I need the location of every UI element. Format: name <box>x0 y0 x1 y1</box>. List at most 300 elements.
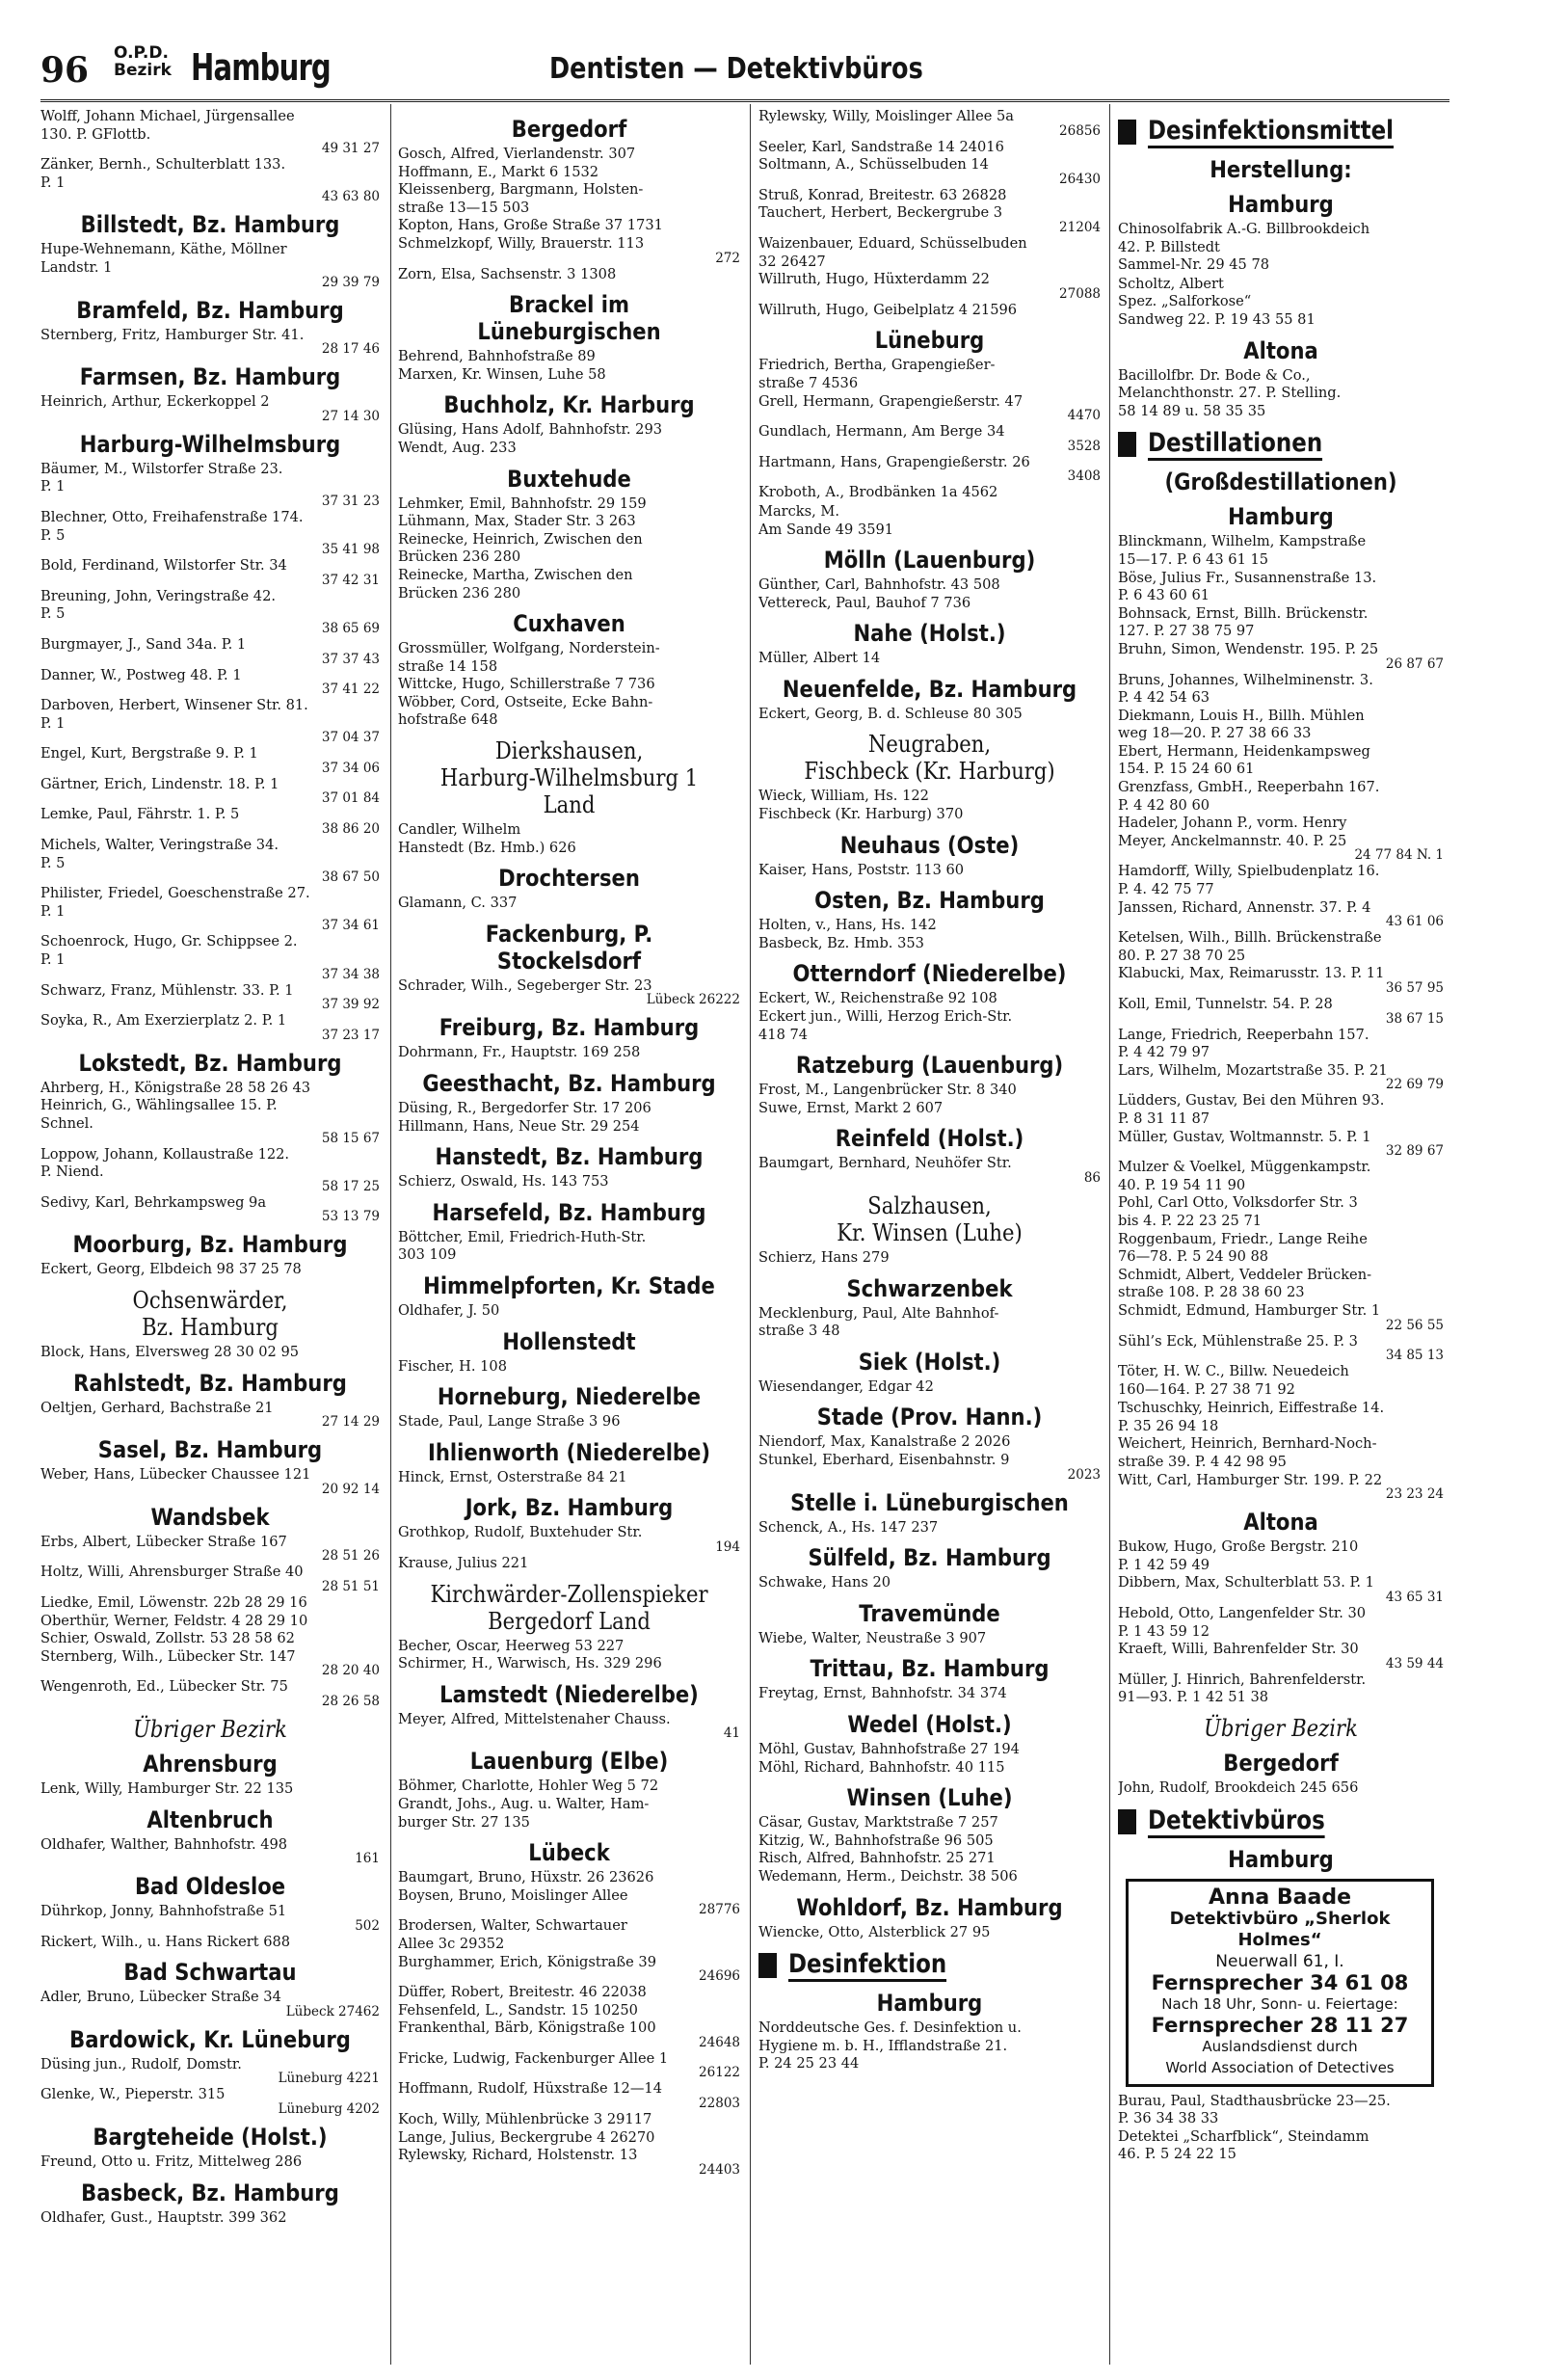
listing-entry <box>40 837 380 884</box>
entry-text: Burau, Paul, Stadthausbrücke 23—25. P. 36 34 38 33 Detektei „Scharfblick“, Steindamm 46. P. 5 24 22 15 <box>1118 2092 1391 2163</box>
place-heading: Horneburg, Niederelbe <box>437 1383 702 1411</box>
entry-phone: Lübeck 26222 <box>646 992 740 1008</box>
listing-entry <box>40 1780 380 1799</box>
entry-phone: 43 59 44 <box>1385 1655 1444 1671</box>
listing-entry <box>398 2080 740 2110</box>
listing-entry <box>398 1358 740 1377</box>
entry-text: Lange, Friedrich, Reeperbahn 157. P. 4 42 79 97 Lars, Wilhelm, Mozartstraße 35. P. 21 <box>1118 1026 1388 1079</box>
place-heading: Brackel im Lüneburgischen <box>477 291 661 346</box>
entry-phone: 41 <box>723 1725 740 1742</box>
entry-text: Düsing jun., Rudolf, Domstr. <box>40 2055 242 2072</box>
category-marker-icon <box>1118 432 1136 457</box>
entry-phone: 27 14 29 <box>321 1414 380 1431</box>
entry-phone: 43 61 06 <box>1385 914 1444 930</box>
entry-text: Friedrich, Bertha, Grapengießer- straße 7 4536 Grell, Hermann, Grapengießerstr. 47 <box>758 357 1024 410</box>
entry-text: Düsing, R., Bergedorfer Str. 17 206 Hillmann, Hans, Neue Str. 29 254 <box>398 1100 651 1135</box>
listing-entry <box>40 1012 380 1042</box>
place-heading: Wandsbek <box>150 1503 270 1531</box>
entry-phone: Lüneburg 4221 <box>278 2071 380 2087</box>
place-heading: Trittau, Bz. Hamburg <box>810 1655 1050 1683</box>
place-heading: Sasel, Bz. Hamburg <box>97 1436 323 1464</box>
listing-entry <box>40 1594 380 1677</box>
listing-entry <box>40 393 380 423</box>
entry-text: Ahrberg, H., Königstraße 28 58 26 43 Heinrich, G., Wählingsallee 15. P. Schnel. <box>40 1079 311 1132</box>
entry-text: Wengenroth, Ed., Lübecker Str. 75 <box>40 1678 288 1696</box>
entry-phone: 26122 <box>699 2065 740 2081</box>
listing-entry <box>1118 1092 1444 1158</box>
listing-entry <box>398 1044 740 1062</box>
entry-text: Grothkop, Rudolf, Buxtehuder Str. <box>398 1524 643 1541</box>
place-heading: Bardowick, Kr. Lüneburg <box>69 2025 351 2053</box>
place-heading: Reinfeld (Holst.) <box>835 1125 1024 1153</box>
listing-entry <box>40 1344 380 1362</box>
entry-text: Zänker, Bernh., Schulterblatt 133. P. 1 <box>40 156 286 191</box>
entry-phone: 28 51 51 <box>321 1578 380 1594</box>
listing-entry <box>40 1400 380 1430</box>
entry-text: Struß, Konrad, Breitestr. 63 26828 Tauchert, Herbert, Beckergrube 3 <box>758 186 1007 222</box>
listing-entry <box>758 423 1101 453</box>
region-label <box>114 44 172 79</box>
entry-phone: 37 23 17 <box>321 1027 380 1043</box>
category-marker-icon <box>758 1953 777 1978</box>
entry-text: Waizenbauer, Eduard, Schüsselbuden 32 26427 Willruth, Hugo, Hüxterdamm 22 <box>758 234 1027 288</box>
entry-text: Behrend, Bahnhofstraße 89 Marxen, Kr. Winsen, Luhe 58 <box>398 348 606 383</box>
entry-text: Dührkop, Jonny, Bahnhofstraße 51 <box>40 1903 287 1920</box>
place-heading: Fackenburg, P. Stockelsdorf <box>485 920 653 975</box>
entry-text: Becher, Oscar, Heerweg 53 227 Schirmer, H., Warwisch, Hs. 329 296 <box>398 1637 662 1672</box>
entry-text: Brodersen, Walter, Schwartauer Allee 3c 29352 Burghammer, Erich, Königstraße 39 <box>398 1917 656 1970</box>
listing-entry <box>758 788 1101 823</box>
entry-text: Möhl, Gustav, Bahnhofstraße 27 194 Möhl, Richard, Bahnhofstr. 40 115 <box>758 1740 1020 1776</box>
entry-text: Lenk, Willy, Hamburger Str. 22 135 <box>40 1779 294 1797</box>
place-heading: Harburg-Wilhelmsburg <box>79 430 341 458</box>
page-number: 96 <box>40 50 90 91</box>
entry-phone: 43 65 31 <box>1385 1590 1444 1606</box>
entry-phone: 4470 <box>1067 408 1101 424</box>
entry-phone: 24 77 84 N. 1 <box>1354 847 1444 864</box>
listing-entry <box>398 1302 740 1321</box>
listing-entry <box>40 806 380 836</box>
listing-entry <box>398 1555 740 1573</box>
listing-entry <box>40 667 380 697</box>
entry-text: Zorn, Elsa, Sachsenstr. 3 1308 <box>398 265 617 282</box>
entry-phone: 20 92 14 <box>321 1481 380 1497</box>
entry-text: Hoffmann, Rudolf, Hüxstraße 12—14 <box>398 2080 662 2098</box>
place-heading: Basbeck, Bz. Hamburg <box>81 2179 339 2206</box>
column-divider <box>1109 104 1110 2365</box>
place-heading: Winsen (Luhe) <box>846 1784 1013 1812</box>
listing-entry <box>758 1155 1101 1185</box>
place-heading: Altenbruch <box>146 1805 274 1833</box>
place-heading: Farmsen, Bz. Hamburg <box>79 363 341 391</box>
entry-text: Bäumer, M., Wilstorfer Straße 23. P. 1 <box>40 460 283 495</box>
listing-entry <box>398 640 740 730</box>
entry-text: Adler, Bruno, Lübecker Straße 34 <box>40 1989 281 2006</box>
place-heading: Bad Schwartau <box>123 1959 297 1987</box>
entry-text: Ketelsen, Wilh., Billh. Brückenstraße 80. P. 27 38 70 25 Klabucki, Max, Reimarusstr. 13. P. 11 <box>1118 929 1385 982</box>
listing-entry <box>398 1100 740 1136</box>
place-heading: Otterndorf (Niederelbe) <box>792 960 1067 988</box>
listing-entry <box>758 862 1101 880</box>
entry-text: Bacillolfbr. Dr. Bode & Co., Melanchthonstr. 27. P. Stelling. 58 14 89 u. 58 35 35 <box>1118 366 1342 419</box>
listing-entry <box>1118 533 1444 670</box>
place-heading: Stade (Prov. Hann.) <box>816 1404 1043 1431</box>
entry-text: Gärtner, Erich, Lindenstr. 18. P. 1 <box>40 775 279 792</box>
listing-entry <box>40 241 380 288</box>
entry-text: Koll, Emil, Tunnelstr. 54. P. 28 <box>1118 996 1333 1012</box>
entry-text: Baumgart, Bernhard, Neuhöfer Str. <box>758 1155 1012 1172</box>
section-heading: Übriger Bezirk <box>1204 1715 1358 1742</box>
entry-text: Freund, Otto u. Fritz, Mittelweg 286 <box>40 2153 303 2171</box>
place-heading: Stelle i. Lüneburgischen <box>790 1488 1069 1516</box>
listing-entry <box>40 557 380 587</box>
entry-text: John, Rudolf, Brookdeich 245 656 <box>1118 1779 1359 1796</box>
entry-text: Schierz, Hans 279 <box>758 1249 890 1266</box>
listing-entry <box>40 697 380 744</box>
listing-entry <box>40 1989 380 2019</box>
entry-text: Düffer, Robert, Breitestr. 46 22038 Fehsenfeld, L., Sandstr. 15 10250 Frankenthal, Bärb, Königstraße 100 <box>398 1984 656 2037</box>
listing-entry <box>1118 1400 1444 1501</box>
place-heading: Lokstedt, Bz. Hamburg <box>78 1049 342 1077</box>
place-heading: Schwarzenbek <box>846 1274 1013 1302</box>
entry-phone: 37 04 37 <box>321 730 380 746</box>
listing-entry <box>758 2019 1101 2073</box>
entry-text: Müller, Albert 14 <box>758 650 881 667</box>
listing-entry <box>40 1678 380 1708</box>
entry-phone: 3528 <box>1067 438 1101 454</box>
listing-entry <box>398 977 740 1007</box>
entry-phone: 28 17 46 <box>321 341 380 358</box>
place-heading: Buxtehude <box>507 465 631 493</box>
listing-entry <box>758 357 1101 422</box>
listing-entry <box>1118 1779 1444 1798</box>
entry-text: Töter, H. W. C., Billw. Neuedeich 160—164. P. 27 38 71 92 <box>1118 1363 1349 1398</box>
place-heading: Bad Oldesloe <box>134 1873 286 1901</box>
listing-entry <box>398 1173 740 1191</box>
entry-text: Kroboth, A., Brodbänken 1a 4562 <box>758 484 998 501</box>
listing-entry <box>758 484 1101 502</box>
entry-text: Soyka, R., Am Exerzierplatz 2. P. 1 <box>40 1012 287 1030</box>
entry-text: Eckert, Georg, B. d. Schleuse 80 305 <box>758 705 1023 722</box>
listing-entry <box>398 1469 740 1487</box>
place-heading: Rahlstedt, Bz. Hamburg <box>73 1369 347 1397</box>
entry-text: Oldhafer, Walther, Bahnhofstr. 498 <box>40 1835 288 1853</box>
entry-text: Hebold, Otto, Langenfelder Str. 30 P. 1 43 59 12 Kraeft, Willi, Bahrenfelder Str. 30 <box>1118 1605 1367 1658</box>
entry-phone: 37 37 43 <box>321 651 380 667</box>
entry-phone: 53 13 79 <box>321 1209 380 1225</box>
category-heading <box>1118 428 1444 461</box>
listing-entry <box>40 108 380 155</box>
entry-text: Candler, Wilhelm Hanstedt (Bz. Hmb.) 626 <box>398 821 576 856</box>
listing-entry <box>1118 1538 1444 1604</box>
entry-phone: 21204 <box>1059 219 1101 235</box>
entry-phone: 194 <box>715 1538 740 1555</box>
place-heading: Billstedt, Bz. Hamburg <box>80 211 340 239</box>
listing-entry <box>40 461 380 508</box>
entry-phone: 27 14 30 <box>321 408 380 424</box>
entry-text: Michels, Walter, Veringstraße 34. P. 5 <box>40 837 279 871</box>
entry-text: Schrader, Wilh., Segeberger Str. 23 <box>398 976 652 994</box>
place-heading: Lamstedt (Niederelbe) <box>439 1680 699 1708</box>
entry-text: Blechner, Otto, Freihafenstraße 174. P. 5 <box>40 508 304 544</box>
listing-entry <box>1118 929 1444 995</box>
listing-entry <box>398 1638 740 1673</box>
listing-entry <box>40 327 380 357</box>
place-heading: Bergedorf <box>511 116 627 143</box>
place-heading: Mölln (Lauenburg) <box>823 547 1036 575</box>
place-heading: (Großdestillationen) <box>1164 468 1397 496</box>
entry-text: Seeler, Karl, Sandstraße 14 24016 Soltmann, A., Schüsselbuden 14 <box>758 138 1004 174</box>
listing-entry <box>1118 367 1444 421</box>
advertisement-line: Auslandsdienst durch <box>1202 2037 1358 2055</box>
place-heading: Lauenburg (Elbe) <box>469 1748 669 1776</box>
entry-text: Oldhafer, J. 50 <box>398 1302 500 1319</box>
place-heading: Kirchwärder-Zollenspieker Bergedorf Land <box>430 1580 708 1635</box>
listing-entry <box>40 1934 380 1952</box>
entry-phone: 36 57 95 <box>1385 980 1444 996</box>
listing-entry <box>398 1869 740 1916</box>
place-heading: Bargteheide (Holst.) <box>93 2124 328 2152</box>
place-heading: Ochsenwärder, Bz. Hamburg <box>132 1286 288 1341</box>
listing-entry <box>398 421 740 457</box>
entry-phone: 3408 <box>1067 468 1101 485</box>
category-heading <box>1118 1805 1444 1838</box>
entry-text: Holtz, Willi, Ahrensburger Straße 40 <box>40 1564 304 1581</box>
entry-text: Philister, Friedel, Goeschenstraße 27. P. 1 <box>40 885 310 920</box>
entry-phone: 22 56 55 <box>1385 1317 1444 1333</box>
listing-entry <box>40 933 380 980</box>
entry-text: Schwake, Hans 20 <box>758 1574 891 1591</box>
page-title: Dentisten — Detektivbüros <box>549 52 923 86</box>
listing-entry <box>758 1574 1101 1592</box>
entry-text: Oldhafer, Gust., Hauptstr. 399 362 <box>40 2208 287 2226</box>
listing-entry <box>398 1778 740 1832</box>
entry-text: Böttcher, Emil, Friedrich-Huth-Str. 303 109 <box>398 1228 647 1264</box>
entry-text: Wiesendanger, Edgar 42 <box>758 1377 934 1395</box>
entry-text: Eckert, W., Reichenstraße 92 108 Eckert jun., Willi, Herzog Erich-Str. 418 74 <box>758 990 1013 1043</box>
entry-phone: 37 42 31 <box>321 572 380 588</box>
entry-phone: 43 63 80 <box>321 189 380 205</box>
listing-entry <box>758 187 1101 234</box>
listing-entry <box>398 2050 740 2080</box>
place-heading: Moorburg, Bz. Hamburg <box>72 1231 348 1259</box>
listing-entry <box>1118 1605 1444 1671</box>
entry-phone: 37 01 84 <box>321 790 380 807</box>
place-heading: Altona <box>1243 1509 1318 1537</box>
entry-phone: 37 39 92 <box>321 997 380 1013</box>
header-city: Hamburg <box>191 46 331 89</box>
column-3 <box>758 108 1101 2364</box>
listing-entry <box>398 821 740 857</box>
listing-entry <box>398 1524 740 1554</box>
place-heading: Ratzeburg (Lauenburg) <box>795 1052 1064 1080</box>
entry-text: Fricke, Ludwig, Fackenburger Allee 1 <box>398 2049 669 2067</box>
entry-text: Tschuschky, Heinrich, Eiffestraße 14. P. 35 26 94 18 Weichert, Heinrich, Bernhard-Noch- straße 39. P. 4 42 98 95 Witt, Carl, Hamburger Str. 199. P. 22 <box>1118 1400 1385 1488</box>
entry-phone: 24403 <box>699 2161 740 2178</box>
entry-text: Chinosolfabrik A.-G. Billbrookdeich 42. P. Billstedt Sammel-Nr. 29 45 78 <box>1118 221 1370 274</box>
entry-phone: 22 69 79 <box>1385 1077 1444 1093</box>
place-heading: Wedel (Holst.) <box>847 1710 1012 1738</box>
column-divider <box>390 104 391 2365</box>
listing-entry <box>398 895 740 913</box>
entry-text: Danner, W., Postweg 48. P. 1 <box>40 666 242 683</box>
listing-entry <box>758 1433 1101 1481</box>
entry-text: Holten, v., Hans, Hs. 142 Basbeck, Bz. Hmb. 353 <box>758 917 937 951</box>
listing-entry <box>1118 1363 1444 1399</box>
place-heading: Hanstedt, Bz. Hamburg <box>435 1143 704 1171</box>
listing-entry <box>758 1519 1101 1538</box>
category-marker-icon <box>1118 1809 1136 1834</box>
entry-phone: 28 20 40 <box>321 1663 380 1679</box>
entry-text: Erbs, Albert, Lübecker Straße 167 <box>40 1533 287 1550</box>
entry-text: Darboven, Herbert, Winsener Str. 81. P. 1 <box>40 697 308 732</box>
entry-text: Stade, Paul, Lange Straße 3 96 <box>398 1413 621 1431</box>
entry-phone: 24648 <box>699 2034 740 2050</box>
entry-text: Scholtz, Albert Spez. „Salforkose“ Sandweg 22. P. 19 43 55 81 <box>1118 275 1316 328</box>
listing-entry <box>1118 672 1444 863</box>
page-header <box>40 42 1444 98</box>
entry-text: Rylewsky, Willy, Moislinger Allee 5a <box>758 108 1015 124</box>
advertisement-line: Fernsprecher 34 61 08 <box>1151 1970 1409 1994</box>
place-heading: Cuxhaven <box>513 610 625 638</box>
listing-entry <box>40 1194 380 1224</box>
entry-text: Hinck, Ernst, Osterstraße 84 21 <box>398 1468 627 1485</box>
listing-entry <box>40 885 380 932</box>
entry-text: Engel, Kurt, Bergstraße 9. P. 1 <box>40 745 258 762</box>
listing-entry <box>40 1903 380 1933</box>
entry-text: Glenke, W., Pieperstr. 315 <box>40 2086 226 2103</box>
entry-text: Bruns, Johannes, Wilhelminenstr. 3. P. 4 42 54 63 Diekmann, Louis H., Billh. Mühlen weg 18—20. P. 27 38 66 33 Ebert, Hermann, Heidenkampsweg 154. P. 15 24 60 61 Grenzfass, GmbH., Reeperbahn 167. P. 4 42 80 60 Hadeler, Johann P., vorm. Henry Meyer, Anckelmannstr. 40. P. 25 <box>1118 671 1380 849</box>
listing-entry <box>40 1466 380 1496</box>
listing-entry <box>40 2153 380 2172</box>
entry-text: Wolff, Johann Michael, Jürgensallee 130. P. GFlottb. <box>40 108 295 143</box>
place-heading: Ahrensburg <box>143 1750 278 1778</box>
entry-text: Sternberg, Fritz, Hamburger Str. 41. <box>40 326 305 343</box>
listing-entry <box>40 156 380 203</box>
entry-text: Rickert, Wilh., u. Hans Rickert 688 <box>40 1933 291 1950</box>
entry-text: Böhmer, Charlotte, Hohler Weg 5 72 Grandt, Johs., Aug. u. Walter, Ham- burger Str. 27 135 <box>398 1778 659 1831</box>
entry-text: Meyer, Alfred, Mittelstenaher Chauss. <box>398 1710 671 1727</box>
column-2 <box>398 108 740 2364</box>
entry-text: Wiencke, Otto, Alsterblick 27 95 <box>758 1923 991 1940</box>
entry-phone: Lübeck 27462 <box>285 2003 380 2019</box>
category-title: Desinfektionsmittel <box>1148 116 1394 148</box>
place-heading: Bramfeld, Bz. Hamburg <box>76 296 344 324</box>
place-heading: Lübeck <box>528 1839 610 1867</box>
listing-entry <box>758 139 1101 186</box>
place-heading: Neuhaus (Oste) <box>839 831 1020 859</box>
entry-phone: 22803 <box>699 2096 740 2112</box>
entry-text: Cäsar, Gustav, Marktstraße 7 257 Kitzig, W., Bahnhofstraße 96 505 Risch, Alfred, Bahnhofstr. 25 271 Wedemann, Herm., Deichstr. 38 506 <box>758 1814 1018 1885</box>
entry-text: Schoenrock, Hugo, Gr. Schippsee 2. P. 1 <box>40 933 298 969</box>
entry-text: Frost, M., Langenbrücker Str. 8 340 Suwe, Ernst, Markt 2 607 <box>758 1082 1017 1116</box>
entry-text: Blinckmann, Wilhelm, Kampstraße 15—17. P. 6 43 61 15 Böse, Julius Fr., Susannenstraße 13. P. 6 43 60 61 Bohnsack, Ernst, Billh. Brückenstr. 127. P. 27 38 75 97 Bruhn, Simon, Wendenstr. 195. P. 25 <box>1118 533 1379 657</box>
bezirk-label: Bezirk <box>114 61 172 80</box>
category-title: Desinfektion <box>788 1949 946 1982</box>
place-heading: Bergedorf <box>1223 1750 1339 1777</box>
entry-phone: 37 34 06 <box>321 760 380 776</box>
entry-text: Block, Hans, Elversweg 28 30 02 95 <box>40 1343 300 1360</box>
listing-entry <box>1118 1159 1444 1331</box>
entry-text: Hupe-Wehnemann, Käthe, Möllner Landstr. 1 <box>40 241 287 276</box>
entry-phone: 38 67 15 <box>1385 1010 1444 1027</box>
listing-entry <box>40 776 380 806</box>
listing-entry <box>398 1413 740 1431</box>
listing-entry <box>758 1685 1101 1703</box>
column-divider <box>750 104 751 2365</box>
listing-entry <box>398 266 740 284</box>
entry-text: Sühl’s Eck, Mühlenstraße 25. P. 3 <box>1118 1332 1358 1350</box>
entry-text: Willruth, Hugo, Geibelplatz 4 21596 <box>758 301 1018 318</box>
listing-entry <box>758 1924 1101 1942</box>
entry-text: Bukow, Hugo, Große Bergstr. 210 P. 1 42 59 49 Dibbern, Max, Schulterblatt 53. P. 1 <box>1118 1538 1374 1591</box>
listing-entry <box>758 454 1101 484</box>
entry-phone: 34 85 13 <box>1385 1348 1444 1364</box>
entry-text: Glüsing, Hans Adolf, Bahnhofstr. 293 Wendt, Aug. 233 <box>398 421 663 456</box>
entry-text: Günther, Carl, Bahnhofstr. 43 508 Vettereck, Paul, Bauhof 7 736 <box>758 576 1000 611</box>
entry-text: Hartmann, Hans, Grapengießerstr. 26 <box>758 453 1030 470</box>
place-heading: Altona <box>1243 336 1318 364</box>
opd-label: O.P.D. <box>114 43 169 63</box>
listing-entry <box>40 2086 380 2116</box>
entry-phone: 58 15 67 <box>321 1130 380 1146</box>
listing-entry <box>398 1984 740 2049</box>
entry-phone: 502 <box>355 1917 380 1934</box>
entry-text: Baumgart, Bruno, Hüxstr. 26 23626 Boysen, Bruno, Moislinger Allee <box>398 1869 654 1904</box>
entry-text: Mulzer & Voelkel, Müggenkampstr. 40. P. 19 54 11 90 Pohl, Carl Otto, Volksdorfer Str. 3 bis 4. P. 22 23 25 71 Roggenbaum, Friedr., Lange Reihe 76—78. P. 5 24 90 88 Schmidt, Albert, Veddeler Brücken- straße 108. P. 28 38 60 23 Schmidt, Edmund, Hamburger Str. 1 <box>1118 1159 1381 1319</box>
entry-phone: 38 86 20 <box>321 821 380 838</box>
listing-entry <box>758 1814 1101 1885</box>
listing-entry <box>40 636 380 666</box>
listing-entry <box>398 495 740 603</box>
category-marker-icon <box>1118 120 1136 145</box>
entry-phone: 37 31 23 <box>321 493 380 509</box>
place-heading: Hamburg <box>1228 503 1334 531</box>
entry-text: Lüdders, Gustav, Bei den Mühren 93. P. 8 31 11 87 Müller, Gustav, Woltmannstr. 5. P. 1 <box>1118 1092 1385 1145</box>
listing-entry <box>1118 863 1444 928</box>
category-title: Destillationen <box>1148 428 1322 461</box>
listing-entry <box>40 1836 380 1866</box>
category-heading <box>1118 116 1444 148</box>
listing-entry <box>758 1630 1101 1648</box>
listing-entry <box>758 503 1101 539</box>
entry-text: Wieck, William, Hs. 122 Fischbeck (Kr. Harburg) 370 <box>758 788 964 823</box>
entry-text: Schenck, A., Hs. 147 237 <box>758 1518 939 1536</box>
header-divider <box>40 99 1449 102</box>
entry-phone: 37 41 22 <box>321 682 380 698</box>
listing-entry <box>40 982 380 1012</box>
place-heading: Herstellung: <box>1210 156 1352 183</box>
place-heading: Freiburg, Bz. Hamburg <box>439 1014 700 1042</box>
entry-text: Hamdorff, Willy, Spielbudenplatz 16. P. 4. 42 75 77 Janssen, Richard, Annenstr. 37. P. 4 <box>1118 863 1380 916</box>
entry-text: Glamann, C. 337 <box>398 895 518 912</box>
listing-entry <box>40 509 380 556</box>
entry-phone: 24696 <box>699 1968 740 1985</box>
listing-entry <box>398 348 740 384</box>
entry-text: Schierz, Oswald, Hs. 143 753 <box>398 1173 609 1190</box>
entry-text: Weber, Hans, Lübecker Chaussee 121 <box>40 1466 311 1484</box>
entry-text: Fischer, H. 108 <box>398 1357 508 1375</box>
entry-phone: 161 <box>355 1851 380 1867</box>
entry-phone: 28 26 58 <box>321 1693 380 1709</box>
listing-entry <box>1118 996 1444 1026</box>
place-heading: Salzhausen, Kr. Winsen (Luhe) <box>837 1192 1023 1246</box>
advertisement-line: Fernsprecher 28 11 27 <box>1151 2013 1409 2037</box>
entry-text: Eckert, Georg, Elbdeich 98 37 25 78 <box>40 1261 302 1278</box>
entry-text: Breuning, John, Veringstraße 42. P. 5 <box>40 587 277 623</box>
listing-entry <box>1118 1671 1444 1707</box>
listing-entry <box>398 1229 740 1265</box>
